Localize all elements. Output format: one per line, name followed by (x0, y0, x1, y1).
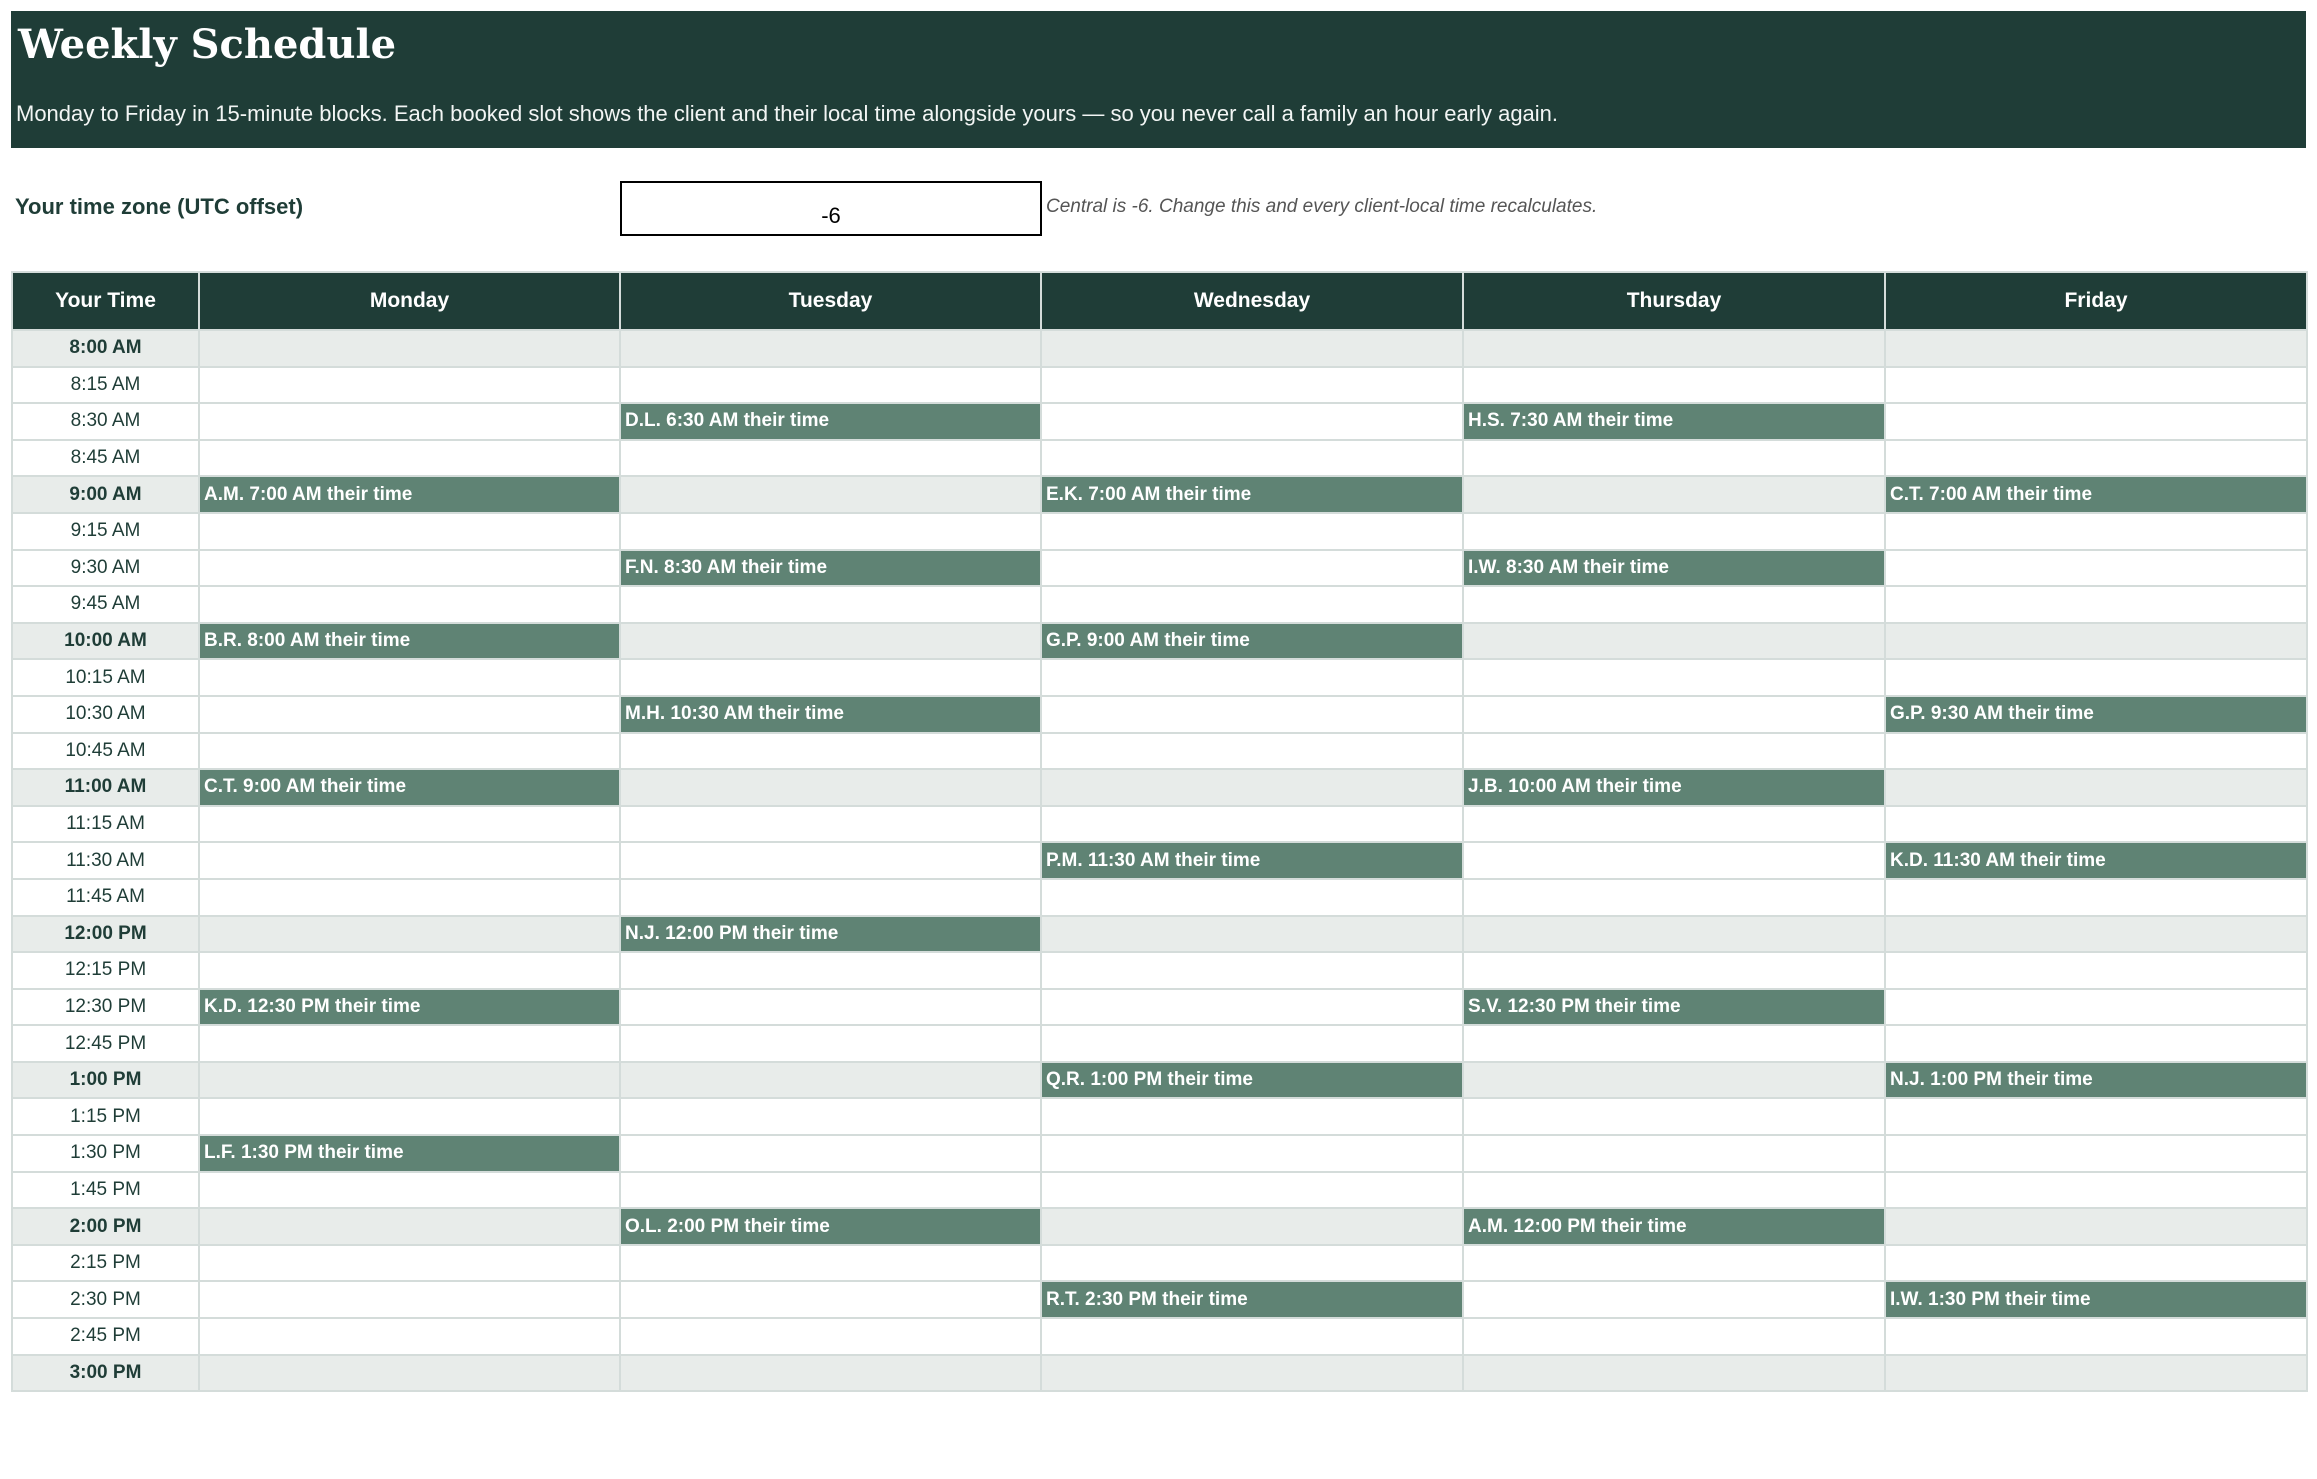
empty-slot-thursday[interactable] (1463, 806, 1885, 843)
empty-slot-wednesday[interactable] (1041, 1172, 1463, 1209)
column-header-thursday[interactable]: Thursday (1463, 272, 1885, 330)
empty-slot-wednesday[interactable] (1041, 330, 1463, 367)
empty-slot-monday[interactable] (199, 1025, 620, 1062)
empty-slot-friday[interactable] (1885, 1172, 2307, 1209)
schedule-body (12, 330, 2307, 1391)
column-header-monday[interactable]: Monday (199, 272, 620, 330)
empty-slot-thursday[interactable] (1463, 1062, 1885, 1099)
empty-slot-wednesday[interactable] (1041, 806, 1463, 843)
empty-slot-friday[interactable] (1885, 769, 2307, 806)
empty-slot-wednesday[interactable] (1041, 733, 1463, 770)
empty-slot-tuesday[interactable] (620, 1245, 1041, 1282)
time-slot-label: 2:00 PM (12, 1208, 199, 1245)
time-slot-label: 8:00 AM (12, 330, 199, 367)
empty-slot-friday[interactable] (1885, 513, 2307, 550)
empty-slot-thursday[interactable] (1463, 1098, 1885, 1135)
empty-slot-wednesday[interactable] (1041, 1135, 1463, 1172)
time-slot-label: 1:45 PM (12, 1172, 199, 1209)
empty-slot-tuesday[interactable] (620, 1318, 1041, 1355)
schedule-row (12, 989, 2307, 1026)
schedule-row (12, 659, 2307, 696)
empty-slot-monday[interactable] (199, 916, 620, 953)
time-slot-label: 1:30 PM (12, 1135, 199, 1172)
time-slot-label: 11:15 AM (12, 806, 199, 843)
schedule-row (12, 623, 2307, 660)
schedule-row (12, 330, 2307, 367)
empty-slot-wednesday[interactable] (1041, 769, 1463, 806)
time-slot-label: 9:00 AM (12, 476, 199, 513)
empty-slot-tuesday[interactable] (620, 1135, 1041, 1172)
time-slot-label: 9:30 AM (12, 550, 199, 587)
empty-slot-friday[interactable] (1885, 330, 2307, 367)
time-slot-label: 2:30 PM (12, 1281, 199, 1318)
empty-slot-wednesday[interactable] (1041, 550, 1463, 587)
time-slot-label: 12:45 PM (12, 1025, 199, 1062)
booked-slot-monday[interactable]: B.R. 8:00 AM their time (199, 623, 620, 660)
empty-slot-monday[interactable] (199, 806, 620, 843)
timezone-label: Your time zone (UTC offset) (15, 194, 304, 219)
schedule-row (12, 1025, 2307, 1062)
empty-slot-friday[interactable] (1885, 733, 2307, 770)
time-slot-label: 2:15 PM (12, 1245, 199, 1282)
empty-slot-tuesday[interactable] (620, 1172, 1041, 1209)
time-slot-label: 11:45 AM (12, 879, 199, 916)
empty-slot-thursday[interactable] (1463, 1355, 1885, 1392)
empty-slot-monday[interactable] (199, 367, 620, 404)
empty-slot-friday[interactable] (1885, 1098, 2307, 1135)
booked-slot-tuesday[interactable]: M.H. 10:30 AM their time (620, 696, 1041, 733)
booked-slot-monday[interactable]: C.T. 9:00 AM their time (199, 769, 620, 806)
schedule-row (12, 513, 2307, 550)
time-slot-label: 1:00 PM (12, 1062, 199, 1099)
page-title: Weekly Schedule (18, 21, 397, 68)
empty-slot-thursday[interactable] (1463, 513, 1885, 550)
empty-slot-thursday[interactable] (1463, 1172, 1885, 1209)
time-slot-label: 1:15 PM (12, 1098, 199, 1135)
time-slot-label: 11:00 AM (12, 769, 199, 806)
empty-slot-monday[interactable] (199, 879, 620, 916)
empty-slot-wednesday[interactable] (1041, 513, 1463, 550)
schedule-row (12, 1098, 2307, 1135)
timezone-offset-input[interactable]: -6 (620, 181, 1042, 236)
empty-slot-wednesday[interactable] (1041, 696, 1463, 733)
empty-slot-wednesday[interactable] (1041, 1098, 1463, 1135)
schedule-row (12, 1281, 2307, 1318)
empty-slot-wednesday[interactable] (1041, 403, 1463, 440)
booked-slot-thursday[interactable]: A.M. 12:00 PM their time (1463, 1208, 1885, 1245)
empty-slot-tuesday[interactable] (620, 952, 1041, 989)
schedule-row (12, 916, 2307, 953)
schedule-row (12, 1135, 2307, 1172)
schedule-row (12, 550, 2307, 587)
schedule-header-row (12, 272, 2307, 330)
booked-slot-wednesday[interactable]: G.P. 9:00 AM their time (1041, 623, 1463, 660)
empty-slot-monday[interactable] (199, 1208, 620, 1245)
schedule-row (12, 842, 2307, 879)
time-slot-label: 2:45 PM (12, 1318, 199, 1355)
booked-slot-friday[interactable]: I.W. 1:30 PM their time (1885, 1281, 2307, 1318)
schedule-row (12, 952, 2307, 989)
empty-slot-monday[interactable] (199, 733, 620, 770)
empty-slot-thursday[interactable] (1463, 952, 1885, 989)
booked-slot-tuesday[interactable]: O.L. 2:00 PM their time (620, 1208, 1041, 1245)
schedule-row (12, 806, 2307, 843)
empty-slot-friday[interactable] (1885, 1355, 2307, 1392)
empty-slot-thursday[interactable] (1463, 842, 1885, 879)
empty-slot-thursday[interactable] (1463, 879, 1885, 916)
empty-slot-monday[interactable] (199, 1355, 620, 1392)
empty-slot-wednesday[interactable] (1041, 879, 1463, 916)
empty-slot-tuesday[interactable] (620, 1355, 1041, 1392)
empty-slot-friday[interactable] (1885, 989, 2307, 1026)
time-slot-label: 8:15 AM (12, 367, 199, 404)
empty-slot-monday[interactable] (199, 1245, 620, 1282)
booked-slot-wednesday[interactable]: P.M. 11:30 AM their time (1041, 842, 1463, 879)
booked-slot-monday[interactable]: A.M. 7:00 AM their time (199, 476, 620, 513)
empty-slot-friday[interactable] (1885, 367, 2307, 404)
empty-slot-friday[interactable] (1885, 1245, 2307, 1282)
empty-slot-tuesday[interactable] (620, 769, 1041, 806)
booked-slot-wednesday[interactable]: R.T. 2:30 PM their time (1041, 1281, 1463, 1318)
booked-slot-thursday[interactable]: J.B. 10:00 AM their time (1463, 769, 1885, 806)
booked-slot-wednesday[interactable]: Q.R. 1:00 PM their time (1041, 1062, 1463, 1099)
empty-slot-monday[interactable] (199, 1281, 620, 1318)
booked-slot-tuesday[interactable]: D.L. 6:30 AM their time (620, 403, 1041, 440)
schedule-row (12, 769, 2307, 806)
empty-slot-monday[interactable] (199, 1172, 620, 1209)
schedule-row (12, 1355, 2307, 1392)
empty-slot-tuesday[interactable] (620, 1098, 1041, 1135)
time-slot-label: 8:45 AM (12, 440, 199, 477)
empty-slot-friday[interactable] (1885, 916, 2307, 953)
schedule-row (12, 1245, 2307, 1282)
empty-slot-thursday[interactable] (1463, 623, 1885, 660)
booked-slot-wednesday[interactable]: E.K. 7:00 AM their time (1041, 476, 1463, 513)
empty-slot-friday[interactable] (1885, 1135, 2307, 1172)
booked-slot-friday[interactable]: G.P. 9:30 AM their time (1885, 696, 2307, 733)
empty-slot-tuesday[interactable] (620, 733, 1041, 770)
empty-slot-thursday[interactable] (1463, 1281, 1885, 1318)
column-header-friday[interactable]: Friday (1885, 272, 2307, 330)
schedule-row (12, 733, 2307, 770)
schedule-row (12, 403, 2307, 440)
booked-slot-tuesday[interactable]: N.J. 12:00 PM their time (620, 916, 1041, 953)
empty-slot-thursday[interactable] (1463, 1245, 1885, 1282)
time-slot-label: 10:30 AM (12, 696, 199, 733)
schedule-row (12, 696, 2307, 733)
time-slot-label: 3:00 PM (12, 1355, 199, 1392)
empty-slot-wednesday[interactable] (1041, 1245, 1463, 1282)
empty-slot-tuesday[interactable] (620, 623, 1041, 660)
time-slot-label: 9:45 AM (12, 586, 199, 623)
schedule-row (12, 879, 2307, 916)
empty-slot-monday[interactable] (199, 842, 620, 879)
empty-slot-friday[interactable] (1885, 1318, 2307, 1355)
empty-slot-wednesday[interactable] (1041, 1318, 1463, 1355)
time-slot-label: 11:30 AM (12, 842, 199, 879)
page-subtitle: Monday to Friday in 15-minute blocks. Each booked slot shows the client and their local time alongside yours — so you never call a family an hour early again. (16, 101, 1559, 126)
empty-slot-monday[interactable] (199, 330, 620, 367)
empty-slot-tuesday[interactable] (620, 806, 1041, 843)
empty-slot-wednesday[interactable] (1041, 440, 1463, 477)
empty-slot-tuesday[interactable] (620, 586, 1041, 623)
empty-slot-thursday[interactable] (1463, 476, 1885, 513)
empty-slot-friday[interactable] (1885, 586, 2307, 623)
empty-slot-thursday[interactable] (1463, 1318, 1885, 1355)
empty-slot-thursday[interactable] (1463, 1135, 1885, 1172)
schedule-row (12, 586, 2307, 623)
empty-slot-tuesday[interactable] (620, 1025, 1041, 1062)
empty-slot-thursday[interactable] (1463, 330, 1885, 367)
empty-slot-tuesday[interactable] (620, 659, 1041, 696)
column-header-wednesday[interactable]: Wednesday (1041, 272, 1463, 330)
empty-slot-thursday[interactable] (1463, 659, 1885, 696)
empty-slot-wednesday[interactable] (1041, 1355, 1463, 1392)
empty-slot-tuesday[interactable] (620, 1281, 1041, 1318)
empty-slot-tuesday[interactable] (620, 367, 1041, 404)
column-header-your-time[interactable]: Your Time (12, 272, 199, 330)
booked-slot-friday[interactable]: C.T. 7:00 AM their time (1885, 476, 2307, 513)
empty-slot-tuesday[interactable] (620, 513, 1041, 550)
empty-slot-monday[interactable] (199, 513, 620, 550)
empty-slot-wednesday[interactable] (1041, 989, 1463, 1026)
empty-slot-wednesday[interactable] (1041, 367, 1463, 404)
empty-slot-friday[interactable] (1885, 1208, 2307, 1245)
empty-slot-tuesday[interactable] (620, 842, 1041, 879)
schedule-row (12, 367, 2307, 404)
empty-slot-thursday[interactable] (1463, 916, 1885, 953)
empty-slot-friday[interactable] (1885, 623, 2307, 660)
empty-slot-monday[interactable] (199, 1318, 620, 1355)
booked-slot-monday[interactable]: L.F. 1:30 PM their time (199, 1135, 620, 1172)
booked-slot-monday[interactable]: K.D. 12:30 PM their time (199, 989, 620, 1026)
empty-slot-monday[interactable] (199, 1098, 620, 1135)
booked-slot-thursday[interactable]: H.S. 7:30 AM their time (1463, 403, 1885, 440)
booked-slot-friday[interactable]: N.J. 1:00 PM their time (1885, 1062, 2307, 1099)
empty-slot-thursday[interactable] (1463, 696, 1885, 733)
time-slot-label: 12:00 PM (12, 916, 199, 953)
empty-slot-monday[interactable] (199, 696, 620, 733)
empty-slot-thursday[interactable] (1463, 1025, 1885, 1062)
empty-slot-friday[interactable] (1885, 879, 2307, 916)
empty-slot-friday[interactable] (1885, 659, 2307, 696)
time-slot-label: 10:45 AM (12, 733, 199, 770)
schedule-row (12, 1062, 2307, 1099)
empty-slot-monday[interactable] (199, 586, 620, 623)
empty-slot-tuesday[interactable] (620, 879, 1041, 916)
time-slot-label: 9:15 AM (12, 513, 199, 550)
empty-slot-thursday[interactable] (1463, 586, 1885, 623)
timezone-note: Central is -6. Change this and every client-local time recalculates. (1046, 196, 1598, 217)
header-banner (11, 11, 2306, 148)
empty-slot-monday[interactable] (199, 440, 620, 477)
empty-slot-monday[interactable] (199, 659, 620, 696)
empty-slot-thursday[interactable] (1463, 440, 1885, 477)
empty-slot-monday[interactable] (199, 550, 620, 587)
empty-slot-friday[interactable] (1885, 1025, 2307, 1062)
empty-slot-friday[interactable] (1885, 806, 2307, 843)
empty-slot-thursday[interactable] (1463, 733, 1885, 770)
schedule-row (12, 1318, 2307, 1355)
schedule-row (12, 1208, 2307, 1245)
empty-slot-wednesday[interactable] (1041, 1025, 1463, 1062)
time-slot-label: 10:15 AM (12, 659, 199, 696)
empty-slot-friday[interactable] (1885, 403, 2307, 440)
empty-slot-wednesday[interactable] (1041, 1208, 1463, 1245)
booked-slot-thursday[interactable]: I.W. 8:30 AM their time (1463, 550, 1885, 587)
empty-slot-monday[interactable] (199, 952, 620, 989)
booked-slot-tuesday[interactable]: F.N. 8:30 AM their time (620, 550, 1041, 587)
schedule-grid (11, 271, 2308, 1392)
empty-slot-tuesday[interactable] (620, 989, 1041, 1026)
empty-slot-tuesday[interactable] (620, 1062, 1041, 1099)
column-header-tuesday[interactable]: Tuesday (620, 272, 1041, 330)
time-slot-label: 10:00 AM (12, 623, 199, 660)
empty-slot-wednesday[interactable] (1041, 952, 1463, 989)
empty-slot-wednesday[interactable] (1041, 916, 1463, 953)
time-slot-label: 12:30 PM (12, 989, 199, 1026)
empty-slot-monday[interactable] (199, 1062, 620, 1099)
empty-slot-tuesday[interactable] (620, 440, 1041, 477)
empty-slot-monday[interactable] (199, 403, 620, 440)
empty-slot-wednesday[interactable] (1041, 659, 1463, 696)
booked-slot-thursday[interactable]: S.V. 12:30 PM their time (1463, 989, 1885, 1026)
time-slot-label: 12:15 PM (12, 952, 199, 989)
empty-slot-friday[interactable] (1885, 550, 2307, 587)
empty-slot-friday[interactable] (1885, 952, 2307, 989)
time-slot-label: 8:30 AM (12, 403, 199, 440)
empty-slot-tuesday[interactable] (620, 330, 1041, 367)
empty-slot-wednesday[interactable] (1041, 586, 1463, 623)
empty-slot-tuesday[interactable] (620, 476, 1041, 513)
booked-slot-friday[interactable]: K.D. 11:30 AM their time (1885, 842, 2307, 879)
schedule-row (12, 440, 2307, 477)
schedule-row (12, 476, 2307, 513)
schedule-row (12, 1172, 2307, 1209)
empty-slot-thursday[interactable] (1463, 367, 1885, 404)
empty-slot-friday[interactable] (1885, 440, 2307, 477)
